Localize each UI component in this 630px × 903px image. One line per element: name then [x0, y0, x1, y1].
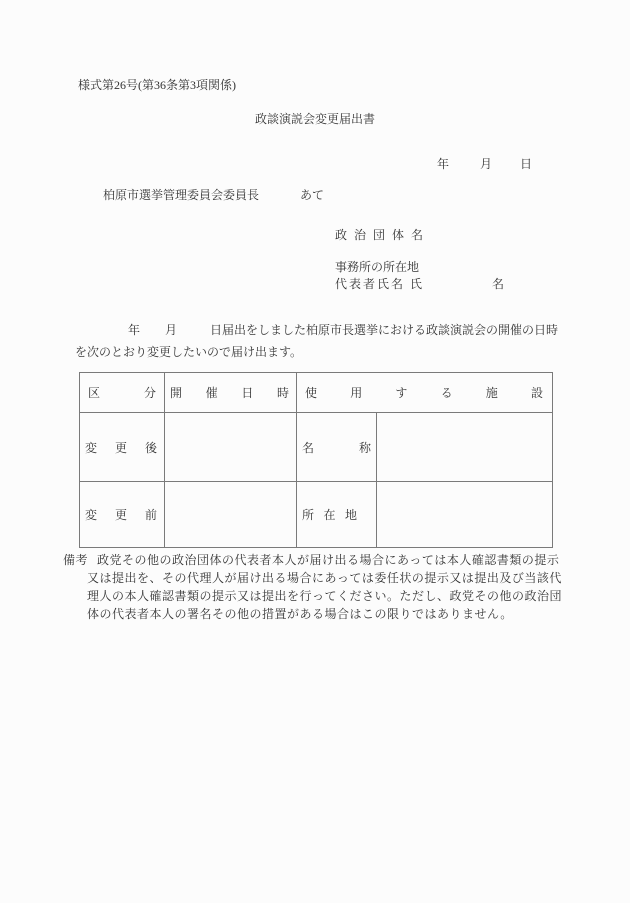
body-month-label: 月: [165, 323, 178, 337]
row-after-category-cell: [80, 413, 165, 482]
body-year-label: 年: [128, 323, 141, 337]
addressee-suffix: あて: [300, 188, 325, 202]
body-line1: [75, 324, 558, 337]
given-name-label: 名: [492, 277, 505, 291]
date-line: [437, 158, 532, 171]
remarks-line1: [63, 554, 559, 567]
change-table: [79, 372, 553, 548]
remarks-line2: 又は提出を、その代理人が届け出る場合にあっては委任状の提示又は提出及び当該代: [87, 571, 562, 585]
header-datetime-cell: [165, 373, 297, 413]
office-address-label: 事務所の所在地: [335, 260, 420, 274]
remarks-line4: 体の代表者本人の署名その他の措置がある場合はこの限りではありません。: [87, 607, 513, 621]
remarks-line1-text: 政党その他の政治団体の代表者本人が届け出る場合にあっては本人確認書類の提示: [97, 553, 560, 567]
facility-address-label: 所在地: [302, 508, 357, 522]
family-name-label: 氏: [410, 277, 423, 291]
facility-name-value-cell: [377, 413, 552, 482]
row-after-label: 変更後: [85, 440, 157, 455]
row-after-datetime-cell: [165, 413, 297, 482]
addressee-name: 柏原市選挙管理委員会委員長: [103, 188, 260, 202]
row-before-datetime-cell: [165, 482, 297, 547]
date-year-label: 年: [437, 157, 450, 171]
facility-address-value-cell: [377, 482, 552, 547]
facility-name-label: 名称: [302, 440, 371, 455]
header-category-cell: [80, 373, 165, 413]
facility-name-label-cell: [297, 413, 377, 482]
header-facility-label: 使用する施設: [305, 386, 543, 400]
date-day-label: 日: [520, 157, 533, 171]
form-number: 様式第26号(第36条第3項関係): [78, 78, 236, 92]
header-facility-cell: [297, 373, 552, 413]
header-category-label: 区分: [88, 386, 156, 400]
facility-address-label-cell: [297, 482, 377, 547]
row-before-category-cell: [80, 482, 165, 547]
representative-row: [335, 277, 505, 291]
row-before-label: 変更前: [85, 508, 157, 522]
remarks-line3: 理人の本人確認書類の提示又は提出を行ってください。ただし、政党その他の政治団: [87, 589, 563, 603]
doc-title: 政談演説会変更届出書: [254, 112, 375, 126]
body-line2: を次のとおり変更したいので届け出ます。: [75, 345, 303, 359]
group-name-label: 政治団体名: [335, 228, 423, 242]
date-month-label: 月: [480, 157, 493, 171]
group-name-row: [335, 229, 423, 242]
remarks-label: 備考: [63, 553, 89, 567]
addressee-line: [103, 189, 324, 202]
representative-label: 代表者氏名: [335, 277, 403, 291]
body-line1-text: 日届出をしました柏原市長選挙における政談演説会の開催の日時: [210, 323, 559, 337]
header-datetime-label: 開催日時: [170, 386, 289, 400]
